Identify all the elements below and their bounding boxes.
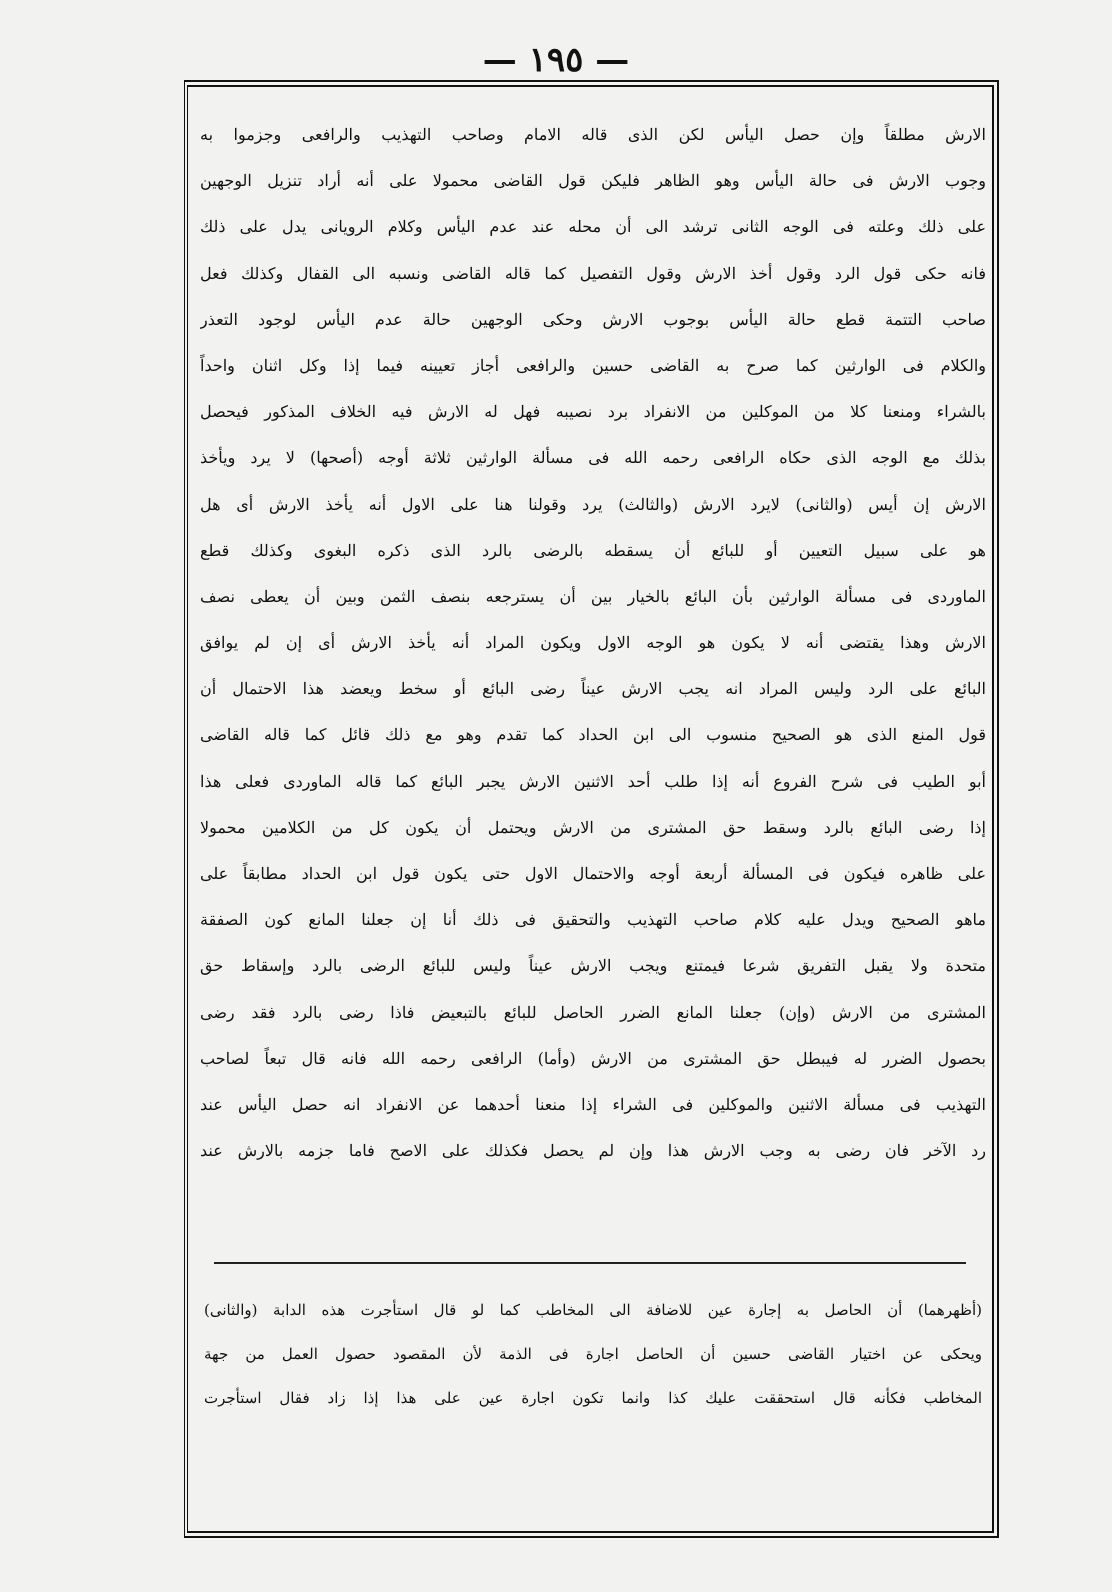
text-line: متحدة ولا يقبل التفريق شرعا فيمتنع ويجب الارش عيناً وليس للبائع الرضى بالرد وإسقاط حق — [200, 956, 986, 976]
text-line: على ظاهره فيكون فى المسألة أربعة أوجه والاحتمال الاول حتى يكون قول ابن الحداد مطابقاً على — [200, 864, 986, 883]
text-line: ماهو الصحيح ويدل عليه كلام صاحب التهذيب والتحقيق فى ذلك أنا إن جعلنا المانع كون الصفقة — [200, 910, 986, 930]
text-line: إذا رضى البائع بالرد وسقط حق المشترى من الارش ويحتمل أن يكون كل من الكلامين محمولا — [200, 817, 986, 837]
text-line: بحصول الضرر له فيبطل حق المشترى من الارش (وأما) الرافعى رحمه الله فانه قال تبعاً لصاحب — [200, 1048, 986, 1068]
text-line: الارش إن أيس (والثانى) لايرد الارش (والثالث) يرد وقولنا هنا على الاول أنه يأخذ الارش أى هل — [200, 494, 986, 514]
text-line: بذلك مع الوجه الذى حكاه الرافعى رحمه الله فى مسألة الوارثين ثلاثة أوجه (أصحها) لا يرد ويأخذ — [200, 448, 986, 468]
text-line: الارش مطلقاً وإن حصل اليأس لكن الذى قاله الامام وصاحب التهذيب والرافعى وجزموا به — [200, 125, 986, 144]
text-line: على ذلك وعلته فى الوجه الثانى ترشد الى أن محله عند عدم اليأس وكلام الرويانى يدل على ذلك — [200, 217, 986, 237]
text-line: التهذيب فى مسألة الاثنين والموكلين فى الشراء إذا منعنا أحدهما عن الانفراد انه حصل اليأس عند — [200, 1094, 986, 1114]
text-line: هو على سبيل التعيين أو للبائع أن يسقطه بالرضى بالرد الذى ذكره البغوى وكذلك قطع — [200, 540, 986, 560]
text-line: البائع على الرد وليس المراد انه يجب الارش عيناً رضى البائع أو سخط ويعضد هذا الاحتمال أن — [200, 679, 986, 699]
text-line: الارش وهذا يقتضى أنه لا يكون هو الوجه الاول ويكون المراد أنه يأخذ الارش أى إن لم يوافق — [200, 633, 986, 653]
main-text-block — [200, 112, 986, 1252]
page-number: — ١٩٥ — — [482, 40, 630, 80]
text-line: قول المنع الذى هو الصحيح منسوب الى ابن الحداد كما تقدم وهو مع ذلك قائل كما قاله القاضى — [200, 725, 986, 745]
text-line: بالشراء ومنعنا كلا من الموكلين من الانفراد برد نصيبه فهل له الارش فيه الخلاف المذكور فيحصل — [200, 402, 986, 422]
footnote-line: المخاطب فكأنه قال استحققت عليك كذا وانما تكون اجارة عين على هذا إذا زاد فقال استأجرت — [204, 1389, 982, 1407]
text-line: الماوردى فى مسألة الوارثين بأن البائع بالخيار بين أن يسترجعه بنصف الثمن وبين أن يعطى نصف — [200, 586, 986, 606]
footnote-line: (أظهرهما) أن الحاصل به إجارة عين للاضافة الى المخاطب كما لو قال استأجرت هذه الدابة (والثانى) — [204, 1301, 982, 1319]
footnote-line: ويحكى عن اختيار القاضى حسين أن الحاصل اجارة فى الذمة لأن المقصود حصول العمل من جهة — [204, 1345, 982, 1363]
text-line: وجوب الارش فى حالة اليأس وهو الظاهر فليكن قول القاضى محمولا على أنه أراد تنزيل الوجهين — [200, 171, 986, 191]
text-line: فانه حكى قول الرد وقول أخذ الارش وقول التفصيل كما قاله القاضى ونسبه الى القفال وكذلك فعل — [200, 263, 986, 283]
footnote-block — [204, 1288, 982, 1428]
text-line: والكلام فى الوارثين كما صرح به القاضى حسين والرافعى أجاز تعيينه فيما إذا وكل اثنان واحداً — [200, 355, 986, 375]
text-line: أبو الطيب فى شرح الفروع أنه إذا طلب أحد الاثنين الارش يجبر البائع كما قاله الماوردى فعلى هذا — [200, 771, 986, 791]
text-line: صاحب التتمة قطع حالة اليأس بوجوب الارش وحكى الوجهين حالة عدم اليأس لوجود التعذر — [200, 309, 986, 329]
text-line: المشترى من الارش (وإن) جعلنا المانع الضرر الحاصل للبائع بالتبعيض فاذا رضى بالرد فقد رضى — [200, 1002, 986, 1022]
footnote-divider — [214, 1262, 966, 1264]
text-line: رد الآخر فان رضى به وجب الارش هذا وإن لم يحصل فكذلك على الاصح فاما جزمه بالارش عند — [200, 1141, 986, 1161]
